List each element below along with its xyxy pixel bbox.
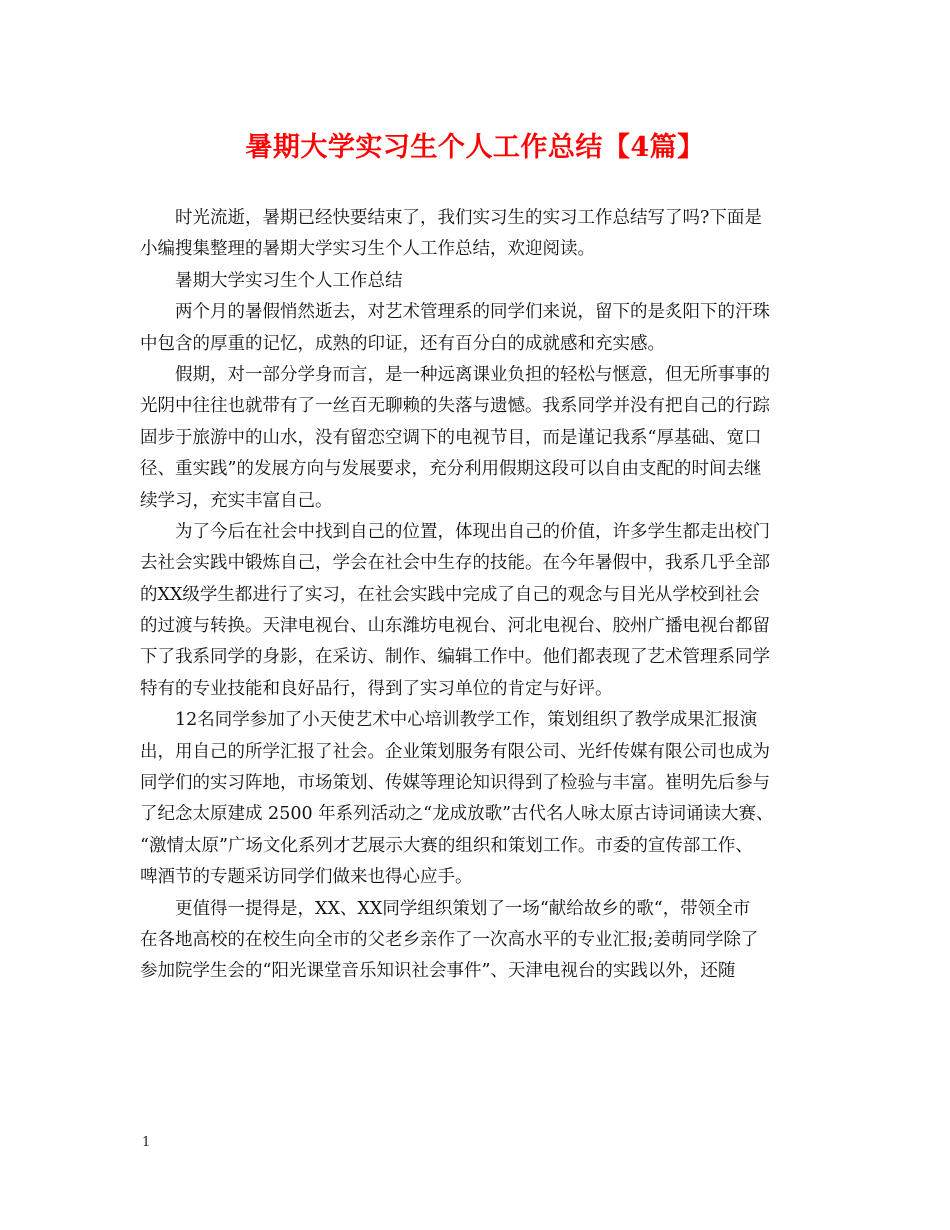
section-heading: 暑期大学实习生个人工作总结 [175,270,403,291]
page-number: 1 [142,1135,151,1150]
text-line: 出，用自己的所学汇报了社会。企业策划服务有限公司、光纤传媒有限公司也成为 [140,741,770,762]
text-line: 下了我系同学的身影，在采访、制作、编辑工作中。他们都表现了艺术管理系同学 [140,647,770,668]
text-line: 时光流逝，暑期已经快要结束了，我们实习生的实习工作总结写了吗?下面是 [175,208,762,228]
document-title: 暑期大学实习生个人工作总结【4篇】 [245,132,705,163]
text-line: 两个月的暑假悄然逝去，对艺术管理系的同学们来说，留下的是炙阳下的汗珠 [175,302,770,323]
text-line: 在各地高校的在校生向全市的父老乡亲作了一次高水平的专业汇报;姜萌同学除了 [140,929,759,950]
text-line: 假期，对一部分学身而言，是一种远离课业负担的轻松与惬意，但无所事事的 [175,364,770,385]
document-body [140,203,826,988]
text-line: 更值得一提得是，XX、XX同学组织策划了一场“献给故乡的歌“，带领全市 [175,898,751,919]
text-line: 特有的专业技能和良好品行，得到了实习单位的肯定与好评。 [140,678,613,699]
text-line: 续学习，充实丰富自己。 [140,490,333,511]
text-line: 参加院学生会的“阳光课堂音乐知识社会事件”、天津电视台的实践以外，还随 [140,961,736,982]
text-line: “激情太原”广场文化系列才艺展示大赛的组织和策划工作。市委的宣传部工作、 [140,835,753,856]
text-line: 的XX级学生都进行了实习，在社会实践中完成了自己的观念与目光从学校到社会 [140,584,760,605]
text-line: 径、重实践”的发展方向与发展要求，充分利用假期这段可以自由支配的时间去继 [140,459,762,480]
text-line: 12名同学参加了小天使艺术中心培训教学工作，策划组织了教学成果汇报演 [175,710,758,731]
text-line: 光阴中往往也就带有了一丝百无聊赖的失落与遗憾。我系同学并没有把自己的行踪 [140,396,770,417]
text-line: 固步于旅游中的山水，没有留恋空调下的电视节目，而是谨记我系“厚基础、宽口 [140,427,762,448]
text-line: 小编搜集整理的暑期大学实习生个人工作总结，欢迎阅读。 [140,239,595,260]
text-line: 去社会实践中锻炼自己，学会在社会中生存的技能。在今年暑假中，我系几乎全部 [140,553,770,574]
text-line: 啤酒节的专题采访同学们做来也得心应手。 [140,867,473,888]
text-line: 了纪念太原建成 2500 年系列活动之“龙成放歌”古代名人咏太原古诗词诵读大赛、 [140,804,774,825]
text-line: 为了今后在社会中找到自己的位置，体现出自己的价值，许多学生都走出校门 [175,521,770,542]
text-line: 同学们的实习阵地，市场策划、传媒等理论知识得到了检验与丰富。崔明先后参与 [140,773,770,794]
text-line: 的过渡与转换。天津电视台、山东潍坊电视台、河北电视台、胶州广播电视台都留 [140,616,770,637]
text-line: 中包含的厚重的记忆，成熟的印证，还有百分白的成就感和充实感。 [140,333,665,354]
